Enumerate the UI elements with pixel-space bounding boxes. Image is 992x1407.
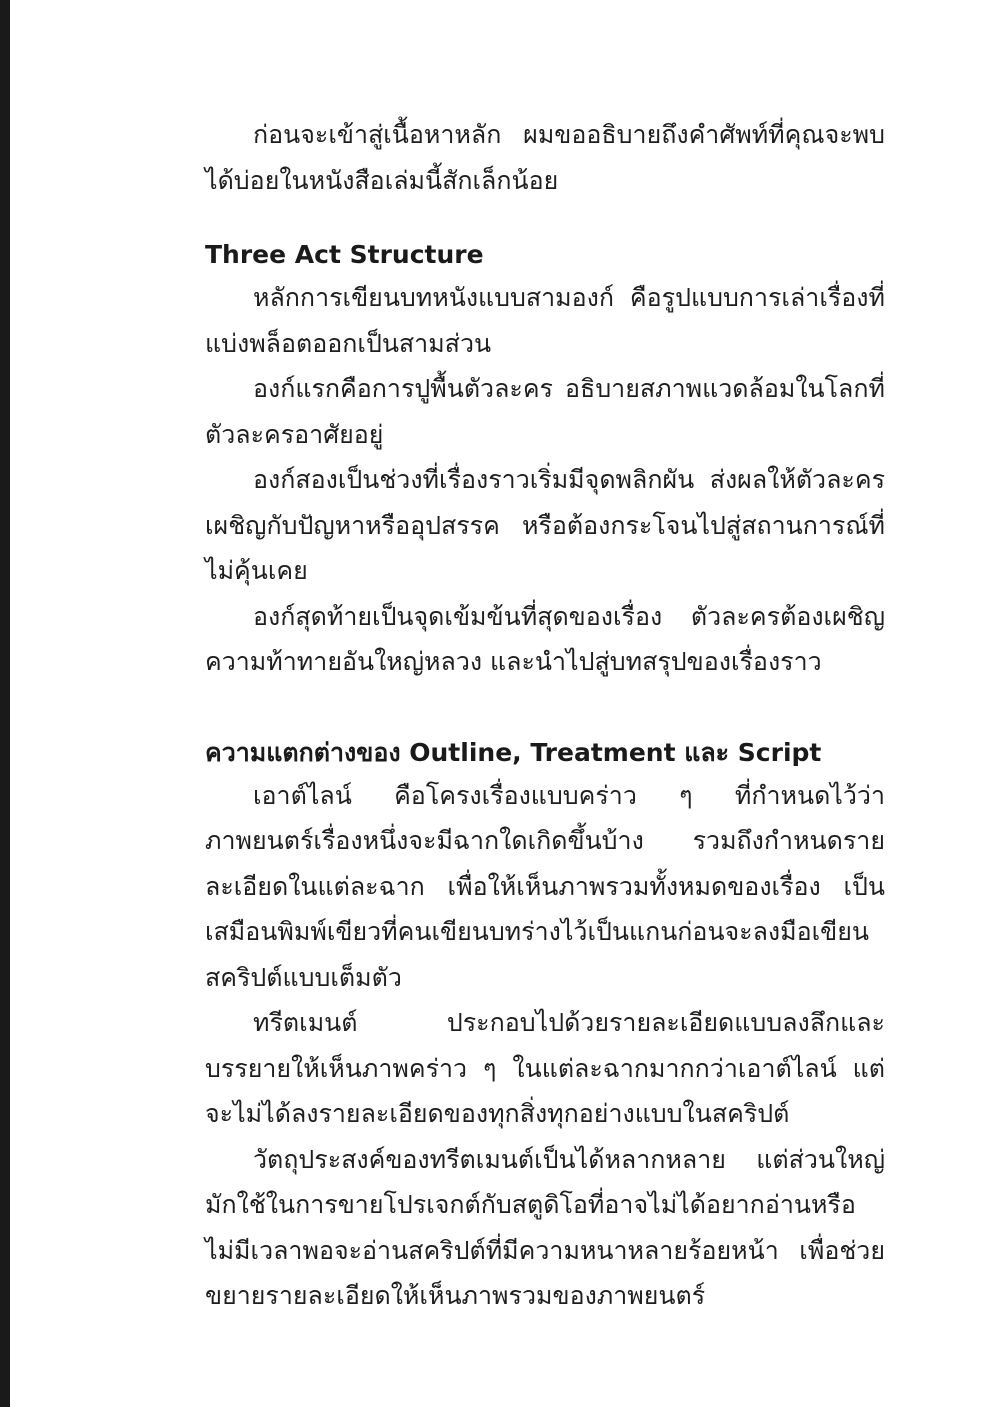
section-heading-outline-treatment-script: ความแตกต่างของ Outline, Treatment และ Script <box>205 737 822 767</box>
paragraph: หลักการเขียนบทหนังแบบสามองก์ คือรูปแบบการเล่าเรื่องที่แบ่งพล็อตออกเป็นสามส่วน <box>205 283 885 358</box>
paragraph: ทรีตเมนต์ ประกอบไปด้วยรายละเอียดแบบลงลึกและบรรยายให้เห็นภาพคร่าว ๆ ในแต่ละฉากมากกว่าเอาต์ไลน์ แต่จะไม่ได้ลงรายละเอียดของทุกสิ่งทุกอย่างแบบในสคริปต์ <box>205 1008 885 1128</box>
paragraph: องก์สุดท้ายเป็นจุดเข้มข้นที่สุดของเรื่อง ตัวละครต้องเผชิญความท้าทายอันใหญ่หลวง และนำไปสู่บทสรุปของเรื่องราว <box>205 601 885 676</box>
intro-paragraph: ก่อนจะเข้าสู่เนื้อหาหลัก ผมขออธิบายถึงคำศัพท์ที่คุณจะพบได้บ่อยในหนังสือเล่มนี้สักเล็กน้อย <box>205 120 885 195</box>
section-heading-three-act: Three Act Structure <box>205 240 484 269</box>
paragraph: องก์สองเป็นช่วงที่เรื่องราวเริ่มมีจุดพลิกผัน ส่งผลให้ตัวละครเผชิญกับปัญหาหรืออุปสรรค หรือต้องกระโจนไปสู่สถานการณ์ที่ไม่คุ้นเคย <box>205 465 885 585</box>
paragraph: เอาต์ไลน์ คือโครงเรื่องแบบคร่าว ๆ ที่กำหนดไว้ว่าภาพยนตร์เรื่องหนึ่งจะมีฉากใดเกิดขึ้นบ้าง รวมถึงกำหนดรายละเอียดในแต่ละฉาก เพื่อให้เห็นภาพรวมทั้งหมดของเรื่อง เป็นเสมือนพิมพ์เขียวที่คนเขียนบทร่างไว้เป็นแกนก่อนจะลงมือเขียนสคริปต์แบบเต็มตัว <box>205 780 885 992</box>
paragraph: องก์แรกคือการปูพื้นตัวละคร อธิบายสภาพแวดล้อมในโลกที่ตัวละครอาศัยอยู่ <box>205 374 885 449</box>
page-edge-bar <box>0 0 10 1407</box>
page-content <box>205 112 885 1319</box>
paragraph: วัตถุประสงค์ของทรีตเมนต์เป็นได้หลากหลาย แต่ส่วนใหญ่มักใช้ในการขายโปรเจกต์กับสตูดิโอที่อาจไม่ได้อยากอ่านหรือไม่มีเวลาพอจะอ่านสคริปต์ที่มีความหนาหลายร้อยหน้า เพื่อช่วยขยายรายละเอียดให้เห็นภาพรวมของภาพยนตร์ <box>205 1144 885 1310</box>
